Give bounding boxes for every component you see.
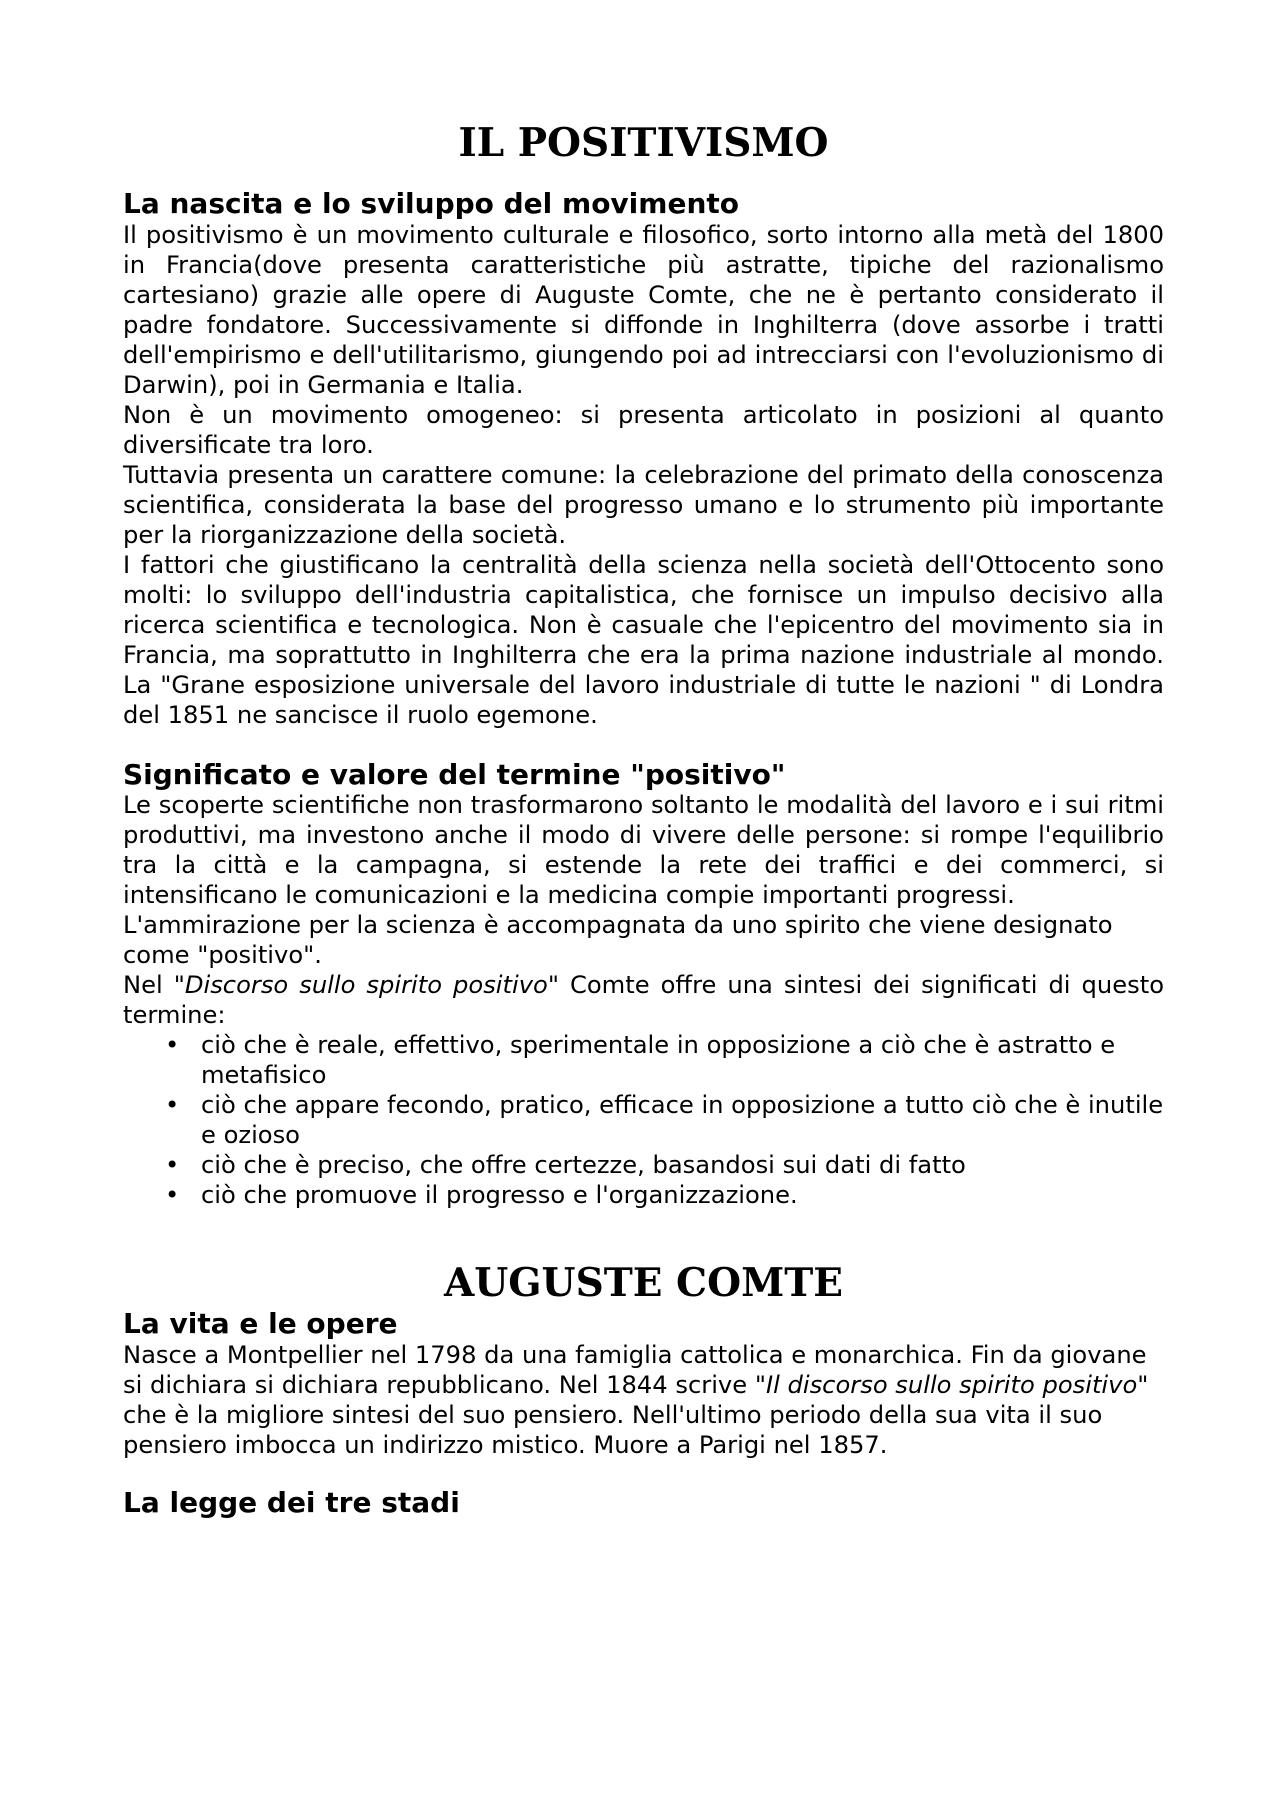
section-heading-vita: La vita e le opere xyxy=(123,1307,398,1341)
paragraph: Il positivismo è un movimento culturale e filosofico, sorto intorno alla metà del 1800 in Francia(dove presenta caratteristiche più astratte, tipiche del razionalismo cartesiano) grazie alle opere di Auguste Comte, che ne è pertanto considerato il padre fondatore. Successivamente si diffonde in Inghilterra (dove assorbe i tratti dell'empirismo e dell'utilitarismo, giungendo poi ad intrecciarsi con l'evoluzionismo di Darwin), poi in Germania e Italia. xyxy=(123,220,1164,399)
paragraph: Non è un movimento omogeneo: si presenta articolato in posizioni al quanto diversificate tra loro. xyxy=(123,400,1164,459)
list-item: • ciò che è preciso, che offre certezze, basandosi sui dati di fatto xyxy=(201,1150,1164,1180)
bullet-list xyxy=(123,1030,1164,1210)
section-heading-nascita: La nascita e lo sviluppo del movimento xyxy=(123,186,739,220)
section-heading-tre-stadi: La legge dei tre stadi xyxy=(123,1485,460,1519)
paragraph: L'ammirazione per la scienza è accompagnata da uno spirito che viene designato come "positivo". xyxy=(123,911,1113,970)
main-title: IL POSITIVISMO xyxy=(458,120,829,166)
paragraph-vita xyxy=(123,1340,1164,1460)
text-span: " che è la migliore sintesi del suo pensiero. Nell'ultimo periodo della sua vita il suo pensiero imbocca un indirizzo mistico. Muore a Parigi nel 1857. xyxy=(123,1370,1149,1459)
paragraph: I fattori che giustificano la centralità della scienza nella società dell'Ottocento sono molti: lo sviluppo dell'industria capitalistica, che fornisce un impulso decisivo alla ricerca scientifica e tecnologica. Non è casuale che l'epicentro del movimento sia in Francia, ma soprattutto in Inghilterra che era la prima nazione industriale al mondo. La "Grane esposizione universale del lavoro industriale di tutte le nazioni " di Londra del 1851 ne sancisce il ruolo egemone. xyxy=(123,550,1164,729)
text-span: Nel " xyxy=(123,971,185,1000)
work-title-italic: Discorso sullo spirito positivo xyxy=(184,971,548,1000)
text-span: Nasce a Montpellier nel 1798 da una famiglia cattolica e monarchica. Fin da giovane si dichiara si dichiara repubblicano. Nel 1844 scrive " xyxy=(123,1340,1147,1399)
text-span: " Comte offre una sintesi dei significati di questo termine: xyxy=(123,971,1164,1030)
paragraph-discorso xyxy=(123,970,1164,1030)
list-item: • ciò che appare fecondo, pratico, efficace in opposizione a tutto ciò che è inutile e ozioso xyxy=(201,1090,1164,1150)
work-title-italic: Il discorso sullo spirito positivo xyxy=(765,1370,1138,1399)
second-title: AUGUSTE COMTE xyxy=(443,1260,843,1307)
list-item: • ciò che promuove il progresso e l'organizzazione. xyxy=(201,1180,1164,1210)
paragraph: Tuttavia presenta un carattere comune: la celebrazione del primato della conoscenza scientifica, considerata la base del progresso umano e lo strumento più importante per la riorganizzazione della società. xyxy=(123,460,1164,549)
list-item: • ciò che è reale, effettivo, sperimentale in opposizione a ciò che è astratto e metafisico xyxy=(201,1030,1164,1090)
paragraph: Le scoperte scientifiche non trasformarono soltanto le modalità del lavoro e i sui ritmi produttivi, ma investono anche il modo di vivere delle persone: si rompe l'equilibrio tra la città e la campagna, si estende la rete dei traffici e dei commerci, si intensificano le comunicazioni e la medicina compie importanti progressi. xyxy=(123,791,1164,910)
section-heading-significato: Significato e valore del termine "positivo" xyxy=(123,757,786,791)
